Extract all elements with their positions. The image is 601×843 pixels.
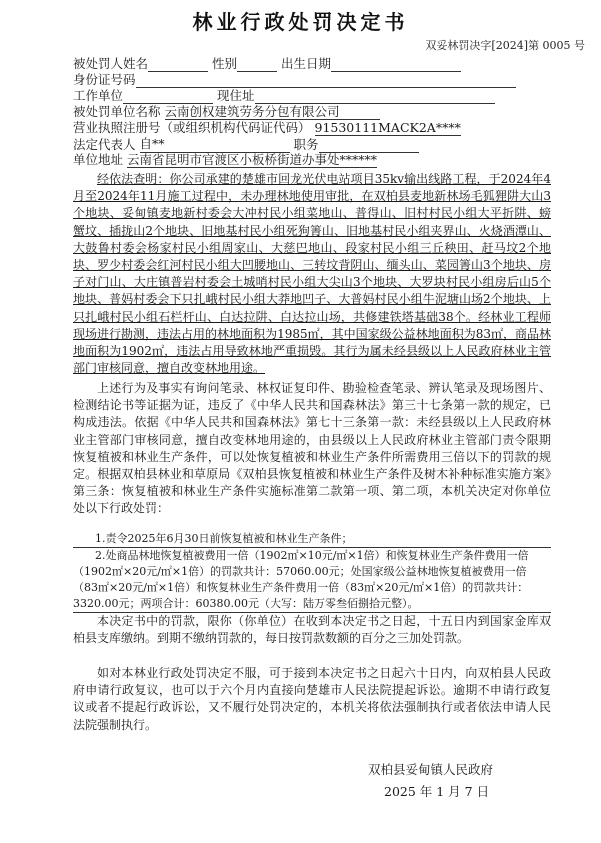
- row-unit-address: [73, 152, 377, 168]
- order-item: 1.责令2025年6月30日前恢复植被和林业生产条件；: [73, 531, 551, 548]
- work-unit-label: 工作单位: [73, 88, 124, 103]
- license-value: 91530111MACK2A****: [314, 120, 461, 135]
- unit-address-label: 单位地址: [73, 152, 124, 167]
- work-unit-blank: [123, 89, 213, 104]
- penalty-orders: [73, 531, 551, 613]
- unit-name-value: 云南创权建筑劳务分包有限公司: [164, 104, 340, 119]
- address-blank: [255, 89, 495, 104]
- issue-date: 2025 年 1 月 7 日: [384, 784, 490, 799]
- address-label: 现住址: [217, 88, 255, 103]
- row-work-unit: [73, 88, 495, 104]
- order-item: 2.处商品林地恢复植被费用一倍（1902㎡×10元/㎡×1倍）和恢复林业生产条件费用一倍（1902㎡×20元/㎡×1倍）的罚款共计：57060.00元；处国家级公益林地恢复植被费用一倍（83㎡×20元/㎡×1倍）和恢复林业生产条件费用一倍（83㎡×20元/㎡×1倍）的罚款共计：3320.00元；两项合计：60380.00元（大写：陆万零叁佰捌拾元整）。: [73, 548, 551, 613]
- license-label: 营业执照注册号（或组织机构代码证代码）: [73, 120, 311, 135]
- gender-blank: [237, 57, 277, 72]
- payment-paragraph: 本决定书中的罚款，限你（你单位）在收到本决定书之日起，十五日内到国家金库双柏县支库缴纳。到期不缴纳罚款的，每日按罚款数额的百分之三加处罚款。: [73, 614, 551, 646]
- gender-label: 性别: [212, 56, 238, 71]
- legal-basis-paragraph: 上述行为及事实有询问笔录、林权证复印件、勘验检查笔录、辨认笔录及现场图片、检测结论书等证据为证，违反了《中华人民共和国森林法》第三十七条第一款的规定，已构成违法。依据《中华人民共和国森林法》第七十三条第一款：未经县级以上人民政府林业主管部门审核同意，擅自改变林地用途的，由县级以上人民政府林业主管部门责令限期恢复植被和林业生产条件，可以处恢复植被和林业生产条件所需费用三倍以下的罚款的规定。根据双柏县林业和草原局《双柏县恢复植被和林业生产条件及树木补种标准实施方案》第三条：恢复植被和林业生产条件实施标准第二款第一项、第二项，本机关决定对你单位处以下行政处罚：: [73, 381, 551, 516]
- post-blank: [319, 138, 419, 153]
- id-blank: [136, 73, 516, 88]
- row-person-name: [73, 56, 461, 72]
- post-label: 职务: [293, 137, 319, 152]
- unit-name-label: 被处罚单位名称: [73, 104, 161, 119]
- representative-value: 自**: [140, 136, 290, 153]
- representative-label: 法定代表人: [73, 137, 136, 152]
- issuing-authority: 双柏县妥甸镇人民政府: [368, 762, 494, 777]
- birth-label: 出生日期: [281, 56, 332, 71]
- document-title: 林业行政处罚决定书: [192, 10, 409, 34]
- appeal-paragraph: 如对本林业行政处罚决定不服，可于接到本决定书之日起六十日内，向双柏县人民政府申请行政复议，也可以于六个月内直接向楚雄市人民法院提起诉讼。逾期不申请行政复议或者不提起行政诉讼，又不履行处罚决定的，本机关将依法强制执行或者依法申请人民法院强制执行。: [73, 666, 551, 732]
- row-unit-name: [73, 104, 380, 120]
- name-blank: [148, 57, 208, 72]
- unit-name-blank: [340, 105, 380, 120]
- document-number: 双妥林罚决字[2024]第 0005 号: [425, 39, 585, 52]
- birth-blank: [331, 57, 461, 72]
- row-id-number: [73, 72, 516, 88]
- row-license: [73, 120, 461, 136]
- id-label: 身份证号码: [73, 72, 136, 87]
- findings-paragraph: 经依法查明：你公司承建的楚雄市回龙光伏电站项目35kv输出线路工程，于2024年4月至2024年11月施工过程中，未办理林地使用审批，在双柏县麦地新林场毛狐狸阱大山3个地块、妥甸镇麦地新村委会大冲村民小组菜地山、普得山、旧村村民小组大平折阱、螃蟹坟、插拢山2个地块、旧地基村民小组死狗箐山、旧地基村民小组夹界山、火烧酒潭山、大鼓鲁村委会杨家村民小组周家山、大慈巴地山、段家村民小组三丘秧田、赶马坟2个地块、罗少村委会红河村民小组大凹腰地山、三转坟背阴山、缅头山、菜园箐山3个地块、房子对门山、大庄镇普岩村委会土城哨村民小组大尖山3个地块、大罗块村民小组房后山5个地块、普妈村委会下只扎峨村民小组大莽地凹子、大普妈村民小组牛泥塘山场2个地块、上只扎峨村民小组石栏杆山、白达拉阱、白达拉山场，共修建铁塔基础38个。经林业工程师现场进行勘测，违法占用的林地面积为1985㎡，其中国家级公益林地面积为83㎡，商品林地面积为1902㎡，违法占用导致林地严重损毁。其行为属未经县级以上人民政府林业主管部门审核同意，擅自改变林地用途。: [73, 172, 551, 376]
- row-representative: [73, 136, 419, 153]
- unit-address-value: 云南省昆明市官渡区小板桥街道办事处******: [127, 152, 378, 167]
- name-label: 被处罚人姓名: [73, 56, 149, 71]
